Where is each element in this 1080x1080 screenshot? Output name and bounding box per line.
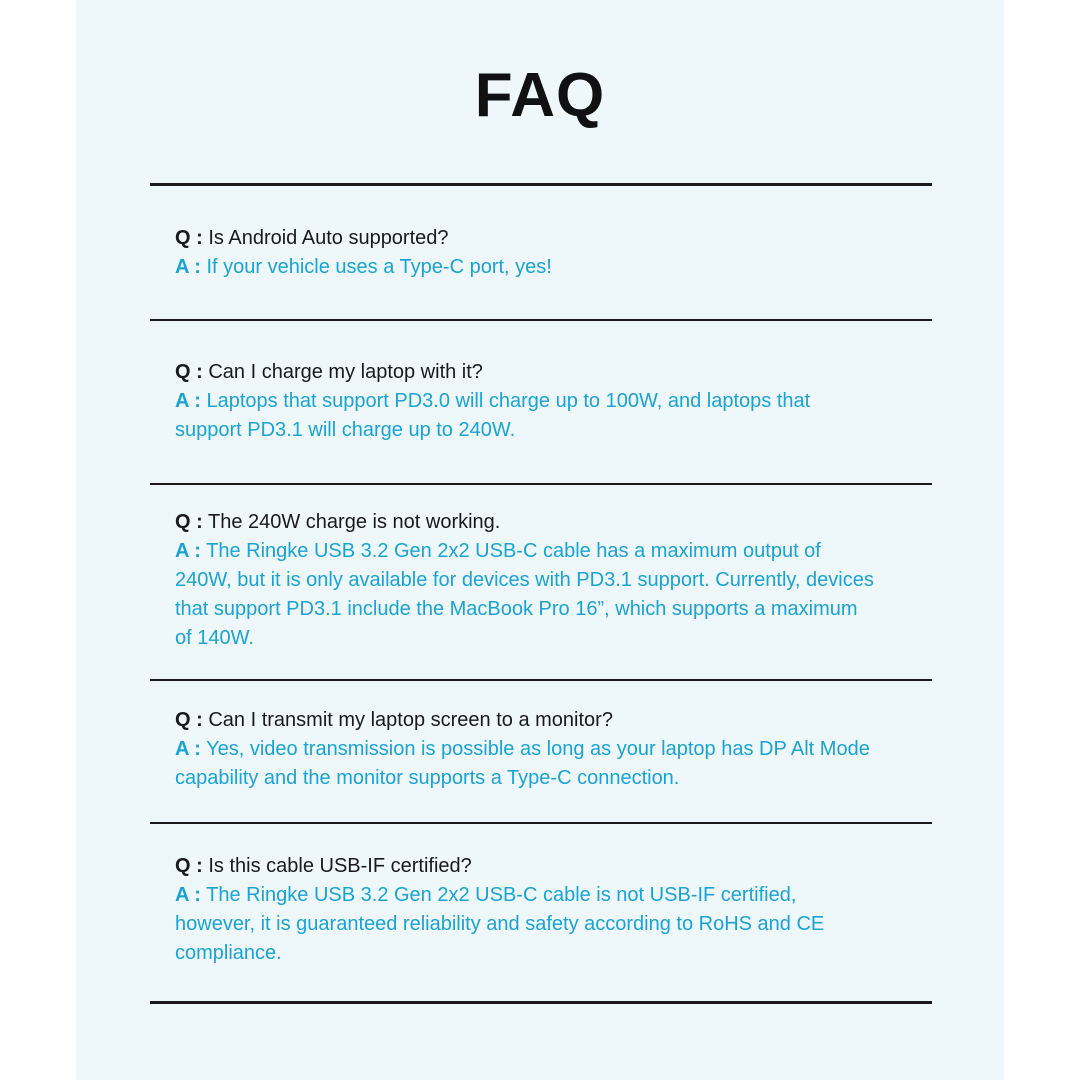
answer-text: Laptops that support PD3.0 will charge up to 100W, and laptops that support PD3.1 will charge up to 240W. <box>175 390 811 441</box>
faq-question <box>175 358 825 387</box>
answer-prefix: A : <box>175 738 201 760</box>
question-text: Can I transmit my laptop screen to a monitor? <box>208 709 613 731</box>
page-title: FAQ <box>474 61 606 130</box>
question-prefix: Q : <box>175 709 203 731</box>
faq-question <box>175 224 875 253</box>
question-text: Can I charge my laptop with it? <box>208 361 483 383</box>
answer-prefix: A : <box>175 256 201 278</box>
answer-prefix: A : <box>175 540 201 562</box>
faq-question <box>175 852 855 881</box>
faq-question <box>175 706 875 735</box>
faq-question <box>175 508 875 537</box>
answer-text: If your vehicle uses a Type-C port, yes! <box>206 256 552 278</box>
faq-answer <box>175 387 825 445</box>
divider <box>150 483 932 485</box>
question-prefix: Q : <box>175 855 203 877</box>
answer-prefix: A : <box>175 390 201 412</box>
faq-item-2 <box>175 358 825 445</box>
divider <box>150 822 932 824</box>
question-text: The 240W charge is not working. <box>207 511 501 533</box>
question-text: Is this cable USB-IF certified? <box>208 855 472 877</box>
divider <box>150 679 932 681</box>
divider-bottom <box>150 1001 932 1004</box>
divider-top <box>150 183 932 186</box>
answer-text: Yes, video transmission is possible as long as your laptop has DP Alt Mode capability and the monitor supports a Type-C connection. <box>175 738 870 789</box>
faq-item-5 <box>175 852 855 968</box>
question-prefix: Q : <box>175 227 203 249</box>
faq-item-3 <box>175 508 875 653</box>
faq-item-1 <box>175 224 875 282</box>
question-prefix: Q : <box>175 511 203 533</box>
faq-answer <box>175 537 875 653</box>
faq-answer <box>175 881 855 968</box>
divider <box>150 319 932 321</box>
faq-item-4 <box>175 706 875 793</box>
answer-text: The Ringke USB 3.2 Gen 2x2 USB-C cable is not USB-IF certified, however, it is guaranteed reliability and safety according to RoHS and CE compliance. <box>175 884 825 964</box>
question-prefix: Q : <box>175 361 203 383</box>
answer-text: The Ringke USB 3.2 Gen 2x2 USB-C cable has a maximum output of 240W, but it is only available for devices with PD3.1 support. Currently, devices that support PD3.1 include the MacBook Pro 16”, which supports a maximum of 140W. <box>175 540 874 649</box>
faq-answer <box>175 735 875 793</box>
question-text: Is Android Auto supported? <box>208 227 449 249</box>
faq-answer <box>175 253 875 282</box>
answer-prefix: A : <box>175 884 201 906</box>
